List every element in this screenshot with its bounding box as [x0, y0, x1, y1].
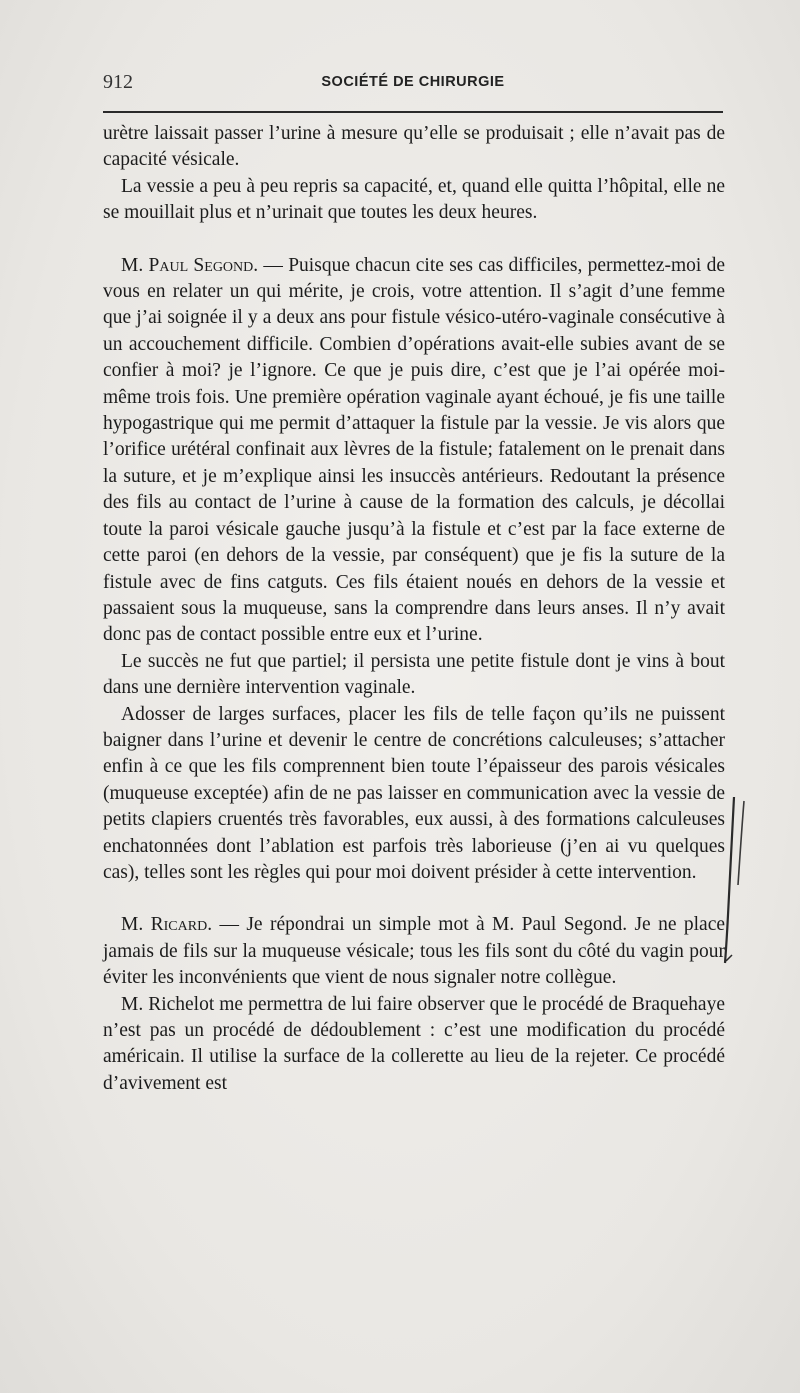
header-title: SOCIÉTÉ DE CHIRURGIE	[321, 74, 505, 90]
paragraph-continuation: urètre laissait passer l’urine à mesure qu’elle se produisait ; elle n’avait pas de capacité vésicale.	[103, 123, 725, 171]
paragraph-richelot: M. Richelot me permettra de lui faire observer que le procédé de Braquehaye n’est pas un procédé de dédoublement : c’est une modification du procédé américain. Il utilise la surface de la collerette au lieu de la rejeter. Ce procédé d’avivement est	[103, 993, 725, 1094]
paragraph-bladder-capacity: La vessie a peu à peu repris sa capacité, et, quand elle quitta l’hôpital, elle ne se mouillait plus et n’urinait que toutes les deux heures.	[103, 175, 725, 224]
paragraph-segond	[103, 253, 725, 649]
page-number: 912	[103, 71, 133, 93]
running-head	[103, 71, 723, 97]
speaker-prefix: M.	[121, 254, 149, 276]
paragraph-partial-success: Le succès ne fut que partiel; il persista une petite fistule dont je vins à bout dans une dernière intervention vaginale.	[103, 650, 725, 699]
margin-pencil-marks	[722, 795, 762, 965]
speech-text: . — Je répondrai un simple mot à M. Paul Segond. Je ne place jamais de fils sur la muqueuse vésicale; tous les fils sont du côté du vagin pour éviter les inconvénients que vient de nous signaler notre collègue.	[103, 914, 726, 989]
paragraph-ricard	[103, 912, 725, 991]
speaker-prefix: M.	[121, 914, 151, 936]
header-rule	[103, 111, 723, 113]
paragraph-rules: Adosser de larges surfaces, placer les fils de telle façon qu’ils ne puissent baigner dans l’urine et devenir le centre de concrétions calculeuses; s’attacher enfin à ce que les fils comprennent bien toute l’épaisseur des parois vésicales (muqueuse exceptée) afin de ne pas laisser en communication avec la vessie de petits clapiers cruentés très favorables, eux aussi, à des formations calculeuses enchatonnées dont l’ablation est parfois très laborieuse (j’en ai vu quelques cas), telles sont les règles qui pour moi doivent présider à cette intervention.	[103, 703, 725, 883]
speech-text: . — Puisque chacun cite ses cas difficiles, permettez-moi de vous en relater un qui mérite, je crois, votre attention. Il s’agit d’une femme que j’ai soignée il y a deux ans pour fistule vésico-utéro-vaginale consécutive à un accouchement difficile. Combien d’opérations avait-elle subies avant de se confier à moi? je l’ignore. Ce que je puis dire, c’est que je l’ai opérée moi-même trois fois. Une première opération vaginale ayant échoué, je fis une taille hypogastrique qui me permit d’attaquer la fistule par la vessie. Je vis alors que l’orifice urétéral confinait aux lèvres de la fistule; fatalement on le prenait dans la suture, et je m’explique ainsi les insuccès antérieurs. Redoutant la présence des fils au contact de l’urine à cause de la formation des calculs, je décollai toute la paroi vésicale gauche jusqu’à la fistule et c’est par la face externe de cette paroi (en dehors de la vessie, par conséquent) que je fis la suture de la fistule avec de fins catguts. Ces fils étaient noués en dehors de la vessie et passaient sous la muqueuse, sans la comprendre dans leurs anses. Il n’y avait donc pas de contact possible entre eux et l’urine.	[103, 254, 726, 646]
body-text	[103, 121, 725, 1097]
speaker-name: Paul Segond	[148, 254, 254, 276]
speaker-name: Ricard	[150, 914, 208, 936]
